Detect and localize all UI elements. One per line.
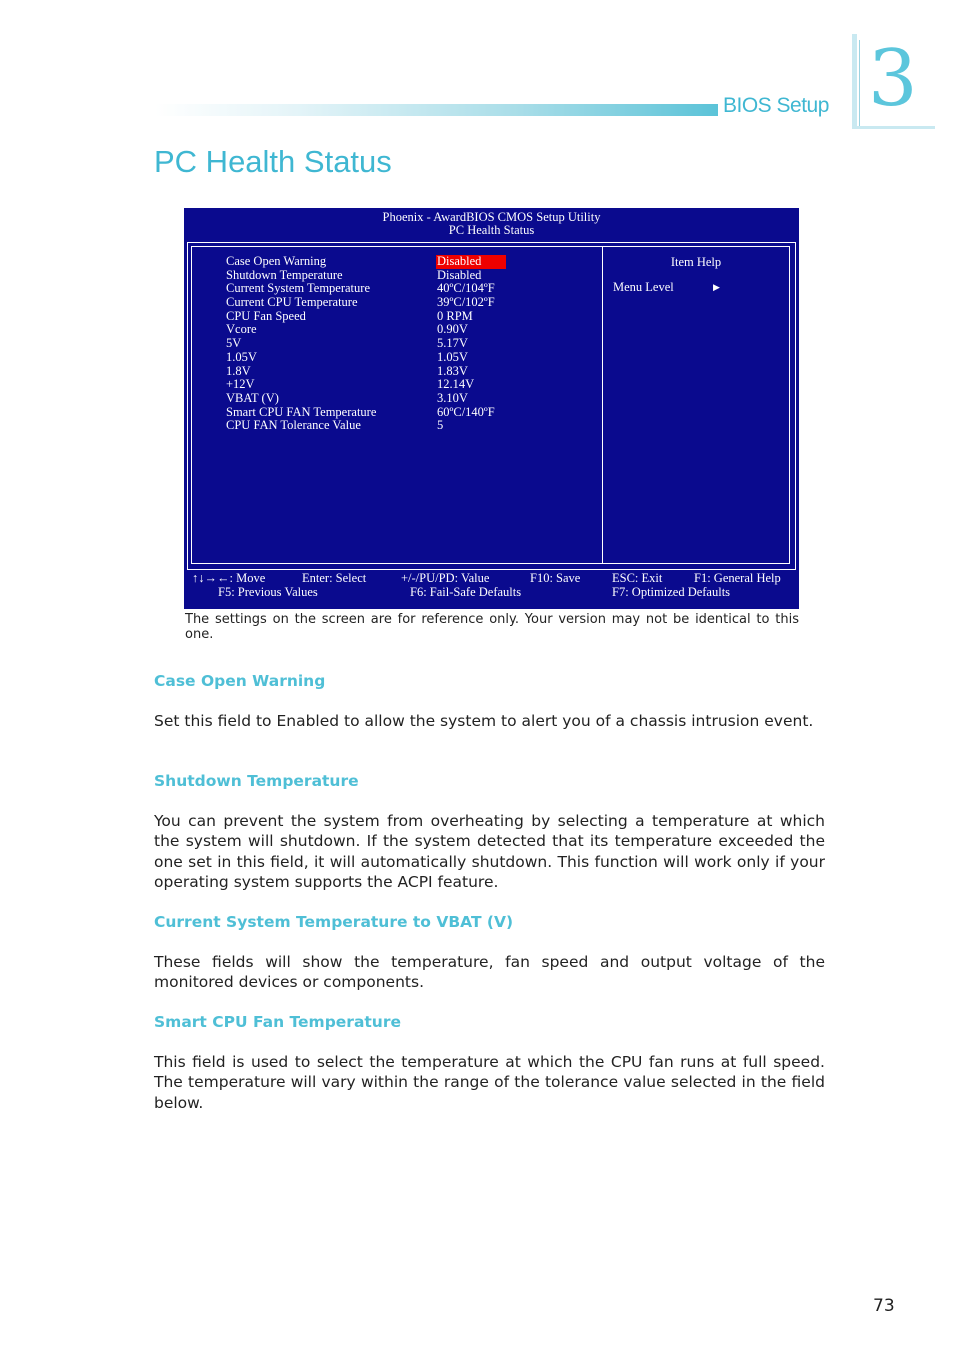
- setting-label[interactable]: Smart CPU FAN Temperature: [226, 404, 377, 419]
- section-body: These fields will show the temperature, fan speed and output voltage of the monitored devices or components.: [154, 953, 825, 992]
- setting-value: 1.05V: [437, 349, 468, 364]
- triangle-right-icon: ▶: [713, 282, 720, 292]
- setting-label: Current System Temperature: [226, 281, 370, 296]
- settings-values: [437, 255, 506, 433]
- setting-value: 0 RPM: [437, 308, 473, 323]
- key-move: ↑↓→←: Move: [192, 571, 266, 585]
- settings-labels: [226, 255, 376, 433]
- setting-value: 1.83V: [437, 363, 468, 378]
- bios-title: [184, 211, 799, 237]
- screenshot-caption: The settings on the screen are for reference only. Your version may not be identical to this one.: [185, 612, 799, 642]
- bios-settings-panel: [191, 246, 603, 564]
- header-gradient-bar: [155, 104, 718, 116]
- chapter-number: 3: [868, 34, 918, 124]
- page-number: 73: [873, 1296, 895, 1316]
- setting-value: 40ºC/104ºF: [437, 281, 495, 296]
- bios-title-line1: Phoenix - AwardBIOS CMOS Setup Utility: [382, 210, 601, 224]
- key-value: +/-/PU/PD: Value: [401, 571, 490, 585]
- setting-value[interactable]: 5: [437, 418, 444, 433]
- setting-label: 1.05V: [226, 349, 257, 364]
- setting-label: +12V: [226, 377, 255, 392]
- setting-value[interactable]: 60ºC/140ºF: [437, 404, 495, 419]
- setting-value: 5.17V: [437, 336, 468, 351]
- setting-label: CPU Fan Speed: [226, 308, 306, 323]
- setting-label: Current CPU Temperature: [226, 295, 358, 310]
- section-heading: Shutdown Temperature: [154, 772, 359, 790]
- item-help-title: Item Help: [670, 255, 722, 269]
- bios-frame: [187, 242, 796, 570]
- setting-value: 39ºC/102ºF: [437, 295, 495, 310]
- menu-level-label: Menu Level: [613, 280, 674, 294]
- key-previous: F5: Previous Values: [218, 585, 318, 599]
- setting-label[interactable]: CPU FAN Tolerance Value: [226, 418, 361, 433]
- section-body: Set this field to Enabled to allow the system to alert you of a chassis intrusion event.: [154, 712, 814, 730]
- setting-label: 1.8V: [226, 363, 251, 378]
- bios-title-line2: PC Health Status: [448, 223, 535, 237]
- setting-label: Vcore: [226, 322, 257, 337]
- key-optimized: F7: Optimized Defaults: [612, 585, 731, 599]
- setting-label[interactable]: Case Open Warning: [226, 254, 327, 268]
- setting-label: 5V: [226, 336, 242, 351]
- setting-label: VBAT (V): [226, 390, 279, 405]
- key-exit: ESC: Exit: [612, 571, 663, 585]
- setting-value: 3.10V: [437, 390, 468, 405]
- key-save: F10: Save: [530, 571, 581, 585]
- key-help: F1: General Help: [694, 571, 781, 585]
- section-body: This field is used to select the temperature at which the CPU fan runs at full speed. The temperature will vary within the range of the tolerance value selected in the field below.: [154, 1053, 825, 1112]
- section-body: You can prevent the system from overheating by selecting a temperature at which the system will shutdown. If the system detected that its temperature exceeded the one set in this field, it will automatically shutdown. This function will work only if your operating system supports the ACPI feature.: [154, 812, 825, 891]
- selected-setting-value[interactable]: Disabled: [436, 255, 506, 269]
- section-heading: Case Open Warning: [154, 672, 326, 690]
- setting-value: 12.14V: [437, 377, 475, 392]
- setting-label[interactable]: Shutdown Temperature: [226, 267, 343, 282]
- key-failsafe: F6: Fail-Safe Defaults: [410, 585, 522, 599]
- section-label: BIOS Setup: [723, 94, 829, 117]
- section-heading: Smart CPU Fan Temperature: [154, 1013, 402, 1031]
- item-help-panel: [603, 246, 790, 564]
- key-enter: Enter: Select: [302, 571, 367, 585]
- bios-screenshot: [184, 208, 799, 609]
- setting-value: 0.90V: [437, 322, 468, 337]
- section-heading: Current System Temperature to VBAT (V): [154, 913, 514, 931]
- setting-value[interactable]: Disabled: [437, 267, 482, 282]
- page-title: PC Health Status: [154, 144, 392, 179]
